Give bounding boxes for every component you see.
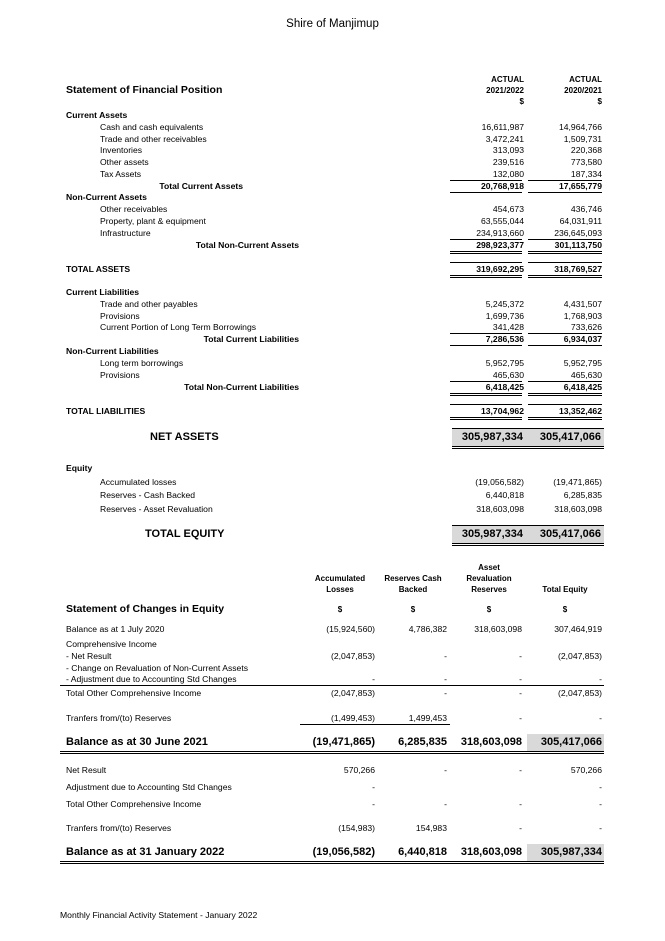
sfp-row-total-equity xyxy=(0,529,665,541)
row-label: Trade and other payables xyxy=(100,299,198,309)
value-2021-2022: 6,418,425 xyxy=(485,382,524,392)
sce-value: 6,285,835 xyxy=(398,736,447,748)
rule-underline xyxy=(528,417,602,418)
rule-double-underline xyxy=(528,253,602,254)
rule-top xyxy=(452,428,604,429)
sce-row xyxy=(0,847,665,859)
value-2020-2021: 436,746 xyxy=(570,204,602,214)
value-2020-2021: (19,471,865) xyxy=(553,477,602,487)
value-2020-2021: 465,630 xyxy=(570,370,602,380)
value-2020-2021: 773,580 xyxy=(570,157,602,167)
row-label: Current Portion of Long Term Borrowings xyxy=(100,322,257,332)
header-line: Reserves xyxy=(471,585,507,594)
rule-overline xyxy=(450,404,522,405)
sce-value: - xyxy=(599,799,602,809)
sce-value: 1,499,453 xyxy=(408,713,447,723)
sfp-row-current-assets-label xyxy=(0,110,665,122)
sce-value: - xyxy=(599,713,602,723)
sfp-row-non-current-liabilities-1 xyxy=(0,370,665,382)
rule-double-underline xyxy=(528,277,602,278)
sce-row xyxy=(0,639,665,651)
sfp-row-current-assets-4 xyxy=(0,169,665,181)
sfp-row-current-liabilities-label xyxy=(0,287,665,299)
rule-bottom xyxy=(452,446,604,447)
sce-value: (2,047,853) xyxy=(331,688,375,698)
row-label: Tranfers from/(to) Reserves xyxy=(66,823,172,833)
rule-double-underline xyxy=(528,395,602,396)
sfp-row-total-non-current-liabilities xyxy=(0,382,665,394)
row-label: Balance as at 30 June 2021 xyxy=(66,736,208,748)
value-2021-2022: 454,673 xyxy=(492,204,524,214)
sfp-row-total-current-liabilities xyxy=(0,334,665,346)
value-2021-2022: 20,768,918 xyxy=(480,181,524,191)
sce-col-unit: $ xyxy=(337,605,343,614)
row-label: TOTAL EQUITY xyxy=(145,528,225,540)
page-footer: Monthly Financial Activity Statement - January 2022 xyxy=(60,910,258,920)
value-2020-2021: 236,645,093 xyxy=(554,228,602,238)
sce-row xyxy=(0,799,665,811)
value-2020-2021: 5,952,795 xyxy=(563,358,602,368)
value-2021-2022: 13,704,962 xyxy=(480,406,524,416)
sce-row xyxy=(0,624,665,636)
sce-value: - xyxy=(599,782,602,792)
row-label: Balance as at 1 July 2020 xyxy=(66,624,165,634)
row-label: Tax Assets xyxy=(100,169,142,179)
sce-row xyxy=(0,688,665,700)
sce-row xyxy=(0,737,665,749)
rule-double-underline xyxy=(450,277,522,278)
row-label: Other assets xyxy=(100,157,149,167)
sce-value: - xyxy=(519,765,522,775)
value-2020-2021: 301,113,750 xyxy=(554,240,602,250)
value-2021-2022: 132,080 xyxy=(492,169,524,179)
row-label: TOTAL LIABILITIES xyxy=(66,406,146,416)
sce-value: 4,786,382 xyxy=(408,624,447,634)
rule-double-underline xyxy=(450,395,522,396)
row-label: Net Result xyxy=(66,765,107,775)
sce-value: 570,266 xyxy=(343,765,375,775)
row-label: Adjustment due to Accounting Std Changes xyxy=(66,782,232,792)
value-2021-2022: 298,923,377 xyxy=(476,240,524,250)
rule-underline xyxy=(450,393,522,394)
rule-underline xyxy=(60,751,604,752)
row-label: Accumulated losses xyxy=(100,477,177,487)
sce-value: - xyxy=(519,674,522,684)
value-2020-2021: 318,603,098 xyxy=(554,504,602,514)
value-2021-2022: 234,913,660 xyxy=(476,228,524,238)
sfp-row-total-liabilities xyxy=(0,406,665,418)
value-2020-2021: 305,417,066 xyxy=(539,431,601,443)
value-2021-2022: 239,516 xyxy=(492,157,524,167)
col1-header-unit: $ xyxy=(519,97,524,106)
sce-row xyxy=(0,674,665,686)
sce-value: 318,603,098 xyxy=(460,846,522,858)
sce-value: (19,471,865) xyxy=(312,736,375,748)
row-label: - Adjustment due to Accounting Std Changes xyxy=(66,674,237,684)
row-label: Infrastructure xyxy=(100,228,151,238)
sce-value: - xyxy=(444,688,447,698)
value-2021-2022: 7,286,536 xyxy=(485,334,524,344)
value-2020-2021: 64,031,911 xyxy=(559,216,602,226)
sce-col-unit: $ xyxy=(562,605,568,614)
row-label: Total Other Comprehensive Income xyxy=(66,688,202,698)
row-label: - Net Result xyxy=(66,651,112,661)
sce-value: - xyxy=(444,765,447,775)
row-label: Tranfers from/(to) Reserves xyxy=(66,713,172,723)
sce-value: 154,983 xyxy=(415,823,447,833)
sce-value: (15,924,560) xyxy=(326,624,375,634)
rule-overline xyxy=(450,262,522,263)
sfp-row-non-current-assets-label xyxy=(0,192,665,204)
value-2020-2021: 305,417,066 xyxy=(539,528,601,540)
value-2021-2022: 5,245,372 xyxy=(485,299,524,309)
sce-row xyxy=(0,823,665,835)
row-label: Total Other Comprehensive Income xyxy=(66,799,202,809)
header-line: Backed xyxy=(398,585,428,594)
row-label: Total Current Liabilities xyxy=(203,334,299,344)
header-line: Revaluation xyxy=(466,574,512,583)
value-2020-2021: 187,334 xyxy=(570,169,602,179)
row-label: Total Non-Current Liabilities xyxy=(184,382,299,392)
row-label: Provisions xyxy=(100,370,140,380)
sce-value: - xyxy=(444,799,447,809)
row-label: NET ASSETS xyxy=(150,431,219,443)
sce-value: 318,603,098 xyxy=(474,624,522,634)
sce-value: - xyxy=(372,674,375,684)
sce-value: - xyxy=(519,651,522,661)
row-label: Inventories xyxy=(100,145,143,155)
value-2020-2021: 1,768,903 xyxy=(563,311,602,321)
sce-row xyxy=(0,713,665,725)
sfp-row-non-current-assets-2 xyxy=(0,228,665,240)
sce-col-header-3 xyxy=(515,584,615,595)
sfp-row-non-current-liabilities-0 xyxy=(0,358,665,370)
header-line: Accumulated xyxy=(314,574,366,583)
sce-value: 6,440,818 xyxy=(398,846,447,858)
sce-heading: Statement of Changes in Equity xyxy=(66,603,225,615)
sce-col-unit: $ xyxy=(486,605,492,614)
sfp-row-equity-0 xyxy=(0,477,665,489)
sce-col-unit: $ xyxy=(410,605,416,614)
rule-overline xyxy=(528,262,602,263)
rule-double-underline xyxy=(60,863,604,864)
sce-value: 307,464,919 xyxy=(554,624,602,634)
sfp-row-equity-2 xyxy=(0,504,665,516)
value-2021-2022: 319,692,295 xyxy=(476,264,524,274)
sfp-row-non-current-liabilities-label xyxy=(0,346,665,358)
value-2020-2021: 6,418,425 xyxy=(563,382,602,392)
row-label: Cash and cash equivalents xyxy=(100,122,204,132)
sce-value: - xyxy=(599,823,602,833)
header-line: Losses xyxy=(326,585,354,594)
col2-header-unit: $ xyxy=(597,97,602,106)
sfp-heading: Statement of Financial Position xyxy=(66,84,223,96)
rule-underline xyxy=(60,861,604,862)
section-label: Current Liabilities xyxy=(66,287,140,297)
row-label: Long term borrowings xyxy=(100,358,184,368)
value-2020-2021: 6,285,835 xyxy=(563,490,602,500)
row-label: Comprehensive Income xyxy=(66,639,157,649)
rule-underline xyxy=(528,393,602,394)
sfp-row-non-current-assets-0 xyxy=(0,204,665,216)
value-2021-2022: 63,555,044 xyxy=(480,216,524,226)
col2-header-line2: 2020/2021 xyxy=(564,86,602,95)
sce-value: - xyxy=(444,674,447,684)
sce-row xyxy=(0,651,665,663)
sce-value: (19,056,582) xyxy=(312,846,375,858)
sce-value: - xyxy=(599,674,602,684)
rule-underline xyxy=(450,275,522,276)
page-title: Shire of Manjimup xyxy=(286,18,379,30)
sce-value: 305,987,334 xyxy=(540,846,602,858)
row-label: Reserves - Asset Revaluation xyxy=(100,504,213,514)
row-label: TOTAL ASSETS xyxy=(66,264,131,274)
value-2020-2021: 14,964,766 xyxy=(558,122,602,132)
sce-value: - xyxy=(519,799,522,809)
sce-value: (2,047,853) xyxy=(558,688,602,698)
col2-header xyxy=(564,74,602,107)
value-2021-2022: 3,472,241 xyxy=(485,134,524,144)
value-2021-2022: 341,428 xyxy=(492,322,524,332)
value-2020-2021: 17,655,779 xyxy=(558,181,602,191)
rule-underline xyxy=(450,251,522,252)
row-label: Total Non-Current Assets xyxy=(195,240,299,250)
sfp-row-current-assets-3 xyxy=(0,157,665,169)
header-line: Total Equity xyxy=(542,585,588,594)
value-2021-2022: 1,699,736 xyxy=(485,311,524,321)
sfp-row-current-liabilities-2 xyxy=(0,322,665,334)
rule-bottom-double xyxy=(452,545,604,546)
value-2020-2021: 1,509,731 xyxy=(563,134,602,144)
sfp-row-total-assets xyxy=(0,264,665,276)
sfp-row-non-current-assets-1 xyxy=(0,216,665,228)
sfp-row-equity-1 xyxy=(0,490,665,502)
value-2021-2022: 465,630 xyxy=(492,370,524,380)
sce-value: - xyxy=(444,651,447,661)
col1-header xyxy=(486,74,524,107)
row-label: Trade and other receivables xyxy=(100,134,207,144)
rule-double-underline xyxy=(450,419,522,420)
section-label: Non-Current Liabilities xyxy=(66,346,159,356)
value-2021-2022: 16,611,987 xyxy=(481,122,524,132)
sfp-row-equity-label xyxy=(0,463,665,475)
rule-underline xyxy=(528,251,602,252)
row-label: Reserves - Cash Backed xyxy=(100,490,196,500)
rule-bottom xyxy=(452,543,604,544)
rule-bottom-double xyxy=(452,448,604,449)
rule-overline xyxy=(528,404,602,405)
sfp-row-current-liabilities-0 xyxy=(0,299,665,311)
value-2020-2021: 733,626 xyxy=(570,322,602,332)
col1-header-line1: ACTUAL xyxy=(491,75,524,84)
value-2021-2022: 318,603,098 xyxy=(476,504,524,514)
value-2020-2021: 220,368 xyxy=(570,145,602,155)
row-label: Other receivables xyxy=(100,204,168,214)
value-2020-2021: 4,431,507 xyxy=(563,299,602,309)
rule-underline xyxy=(528,275,602,276)
sce-value: - xyxy=(519,688,522,698)
sce-value: (1,499,453) xyxy=(331,713,375,723)
sce-value: - xyxy=(372,799,375,809)
sce-value: (154,983) xyxy=(338,823,375,833)
rule-top xyxy=(452,525,604,526)
sce-value: 570,266 xyxy=(570,765,602,775)
sfp-row-net-assets xyxy=(0,432,665,444)
header-line: Asset xyxy=(478,563,500,572)
row-label: Provisions xyxy=(100,311,140,321)
section-label: Equity xyxy=(66,463,93,473)
rule-double-underline xyxy=(528,419,602,420)
row-label: Balance as at 31 January 2022 xyxy=(66,846,225,858)
sce-value: (2,047,853) xyxy=(331,651,375,661)
rule-underline xyxy=(300,724,450,725)
rule-double-underline xyxy=(450,253,522,254)
value-2021-2022: 6,440,818 xyxy=(485,490,524,500)
value-2021-2022: 313,093 xyxy=(492,145,524,155)
value-2020-2021: 6,934,037 xyxy=(563,334,602,344)
value-2020-2021: 318,769,527 xyxy=(554,264,602,274)
sce-value: 318,603,098 xyxy=(460,736,522,748)
row-label: Total Current Assets xyxy=(159,181,243,191)
sfp-row-current-assets-0 xyxy=(0,122,665,134)
sfp-row-current-assets-2 xyxy=(0,145,665,157)
sce-value: (2,047,853) xyxy=(558,651,602,661)
col2-header-line1: ACTUAL xyxy=(569,75,602,84)
sce-value: 305,417,066 xyxy=(540,736,602,748)
row-label: - Change on Revaluation of Non-Current Assets xyxy=(66,663,248,673)
col1-header-line2: 2021/2022 xyxy=(486,86,524,95)
row-label: Property, plant & equipment xyxy=(100,216,206,226)
rule-underline xyxy=(450,417,522,418)
sce-value: - xyxy=(519,713,522,723)
value-2020-2021: 13,352,462 xyxy=(558,406,602,416)
value-2021-2022: 305,987,334 xyxy=(461,431,523,443)
sce-value: - xyxy=(372,782,375,792)
value-2021-2022: 305,987,334 xyxy=(461,528,523,540)
header-line: Reserves Cash xyxy=(384,574,442,583)
rule-underline xyxy=(60,685,604,686)
sfp-row-total-non-current-assets xyxy=(0,240,665,252)
rule-double-underline xyxy=(60,753,604,754)
sce-row xyxy=(0,765,665,777)
sce-row xyxy=(0,782,665,794)
sce-value: - xyxy=(519,823,522,833)
section-label: Current Assets xyxy=(66,110,128,120)
value-2021-2022: (19,056,582) xyxy=(475,477,524,487)
value-2021-2022: 5,952,795 xyxy=(485,358,524,368)
section-label: Non-Current Assets xyxy=(66,192,147,202)
